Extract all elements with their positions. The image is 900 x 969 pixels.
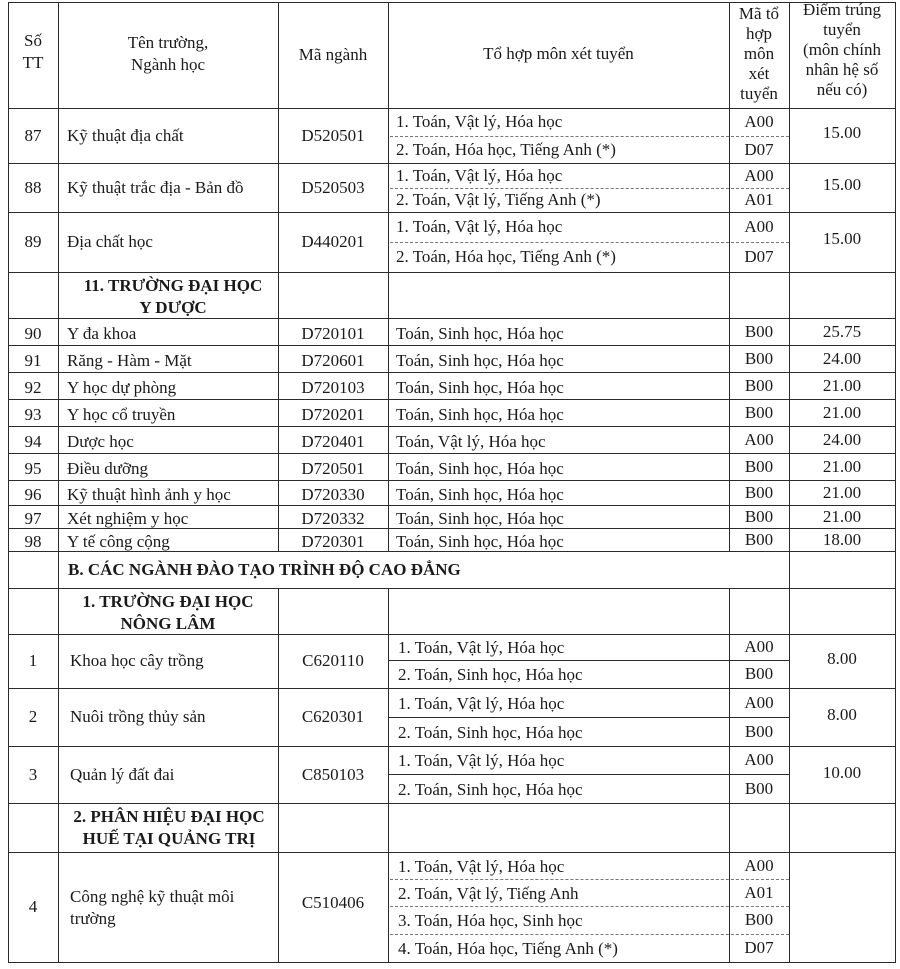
grid-line-v	[895, 426, 896, 454]
row-stt: 1	[28, 651, 38, 670]
grid-line-v	[58, 345, 59, 373]
row-combo-code: A00	[744, 217, 774, 236]
grid-line-v	[729, 588, 730, 635]
grid-line-v	[895, 108, 896, 164]
row-score: 25.75	[822, 322, 862, 341]
grid-line-v	[895, 551, 896, 589]
row-combo: 2. Toán, Sinh học, Hóa học	[398, 665, 583, 684]
row-code: D720301	[301, 532, 365, 551]
section-title: B. CÁC NGÀNH ĐÀO TẠO TRÌNH ĐỘ CAO ĐẲNG	[68, 560, 461, 579]
row-combo-code: B00	[744, 376, 774, 395]
grid-line-v	[895, 212, 896, 273]
dashed-divider	[390, 242, 729, 243]
grid-line-v	[895, 505, 896, 529]
row-stt: 90	[24, 324, 42, 343]
row-code: D720501	[301, 459, 365, 478]
grid-line-v	[895, 453, 896, 481]
row-score: 21.00	[822, 507, 862, 526]
grid-line-v	[789, 852, 790, 963]
row-code: C620301	[301, 707, 365, 726]
row-name: Y đa khoa	[67, 324, 137, 343]
row-combo: 2. Toán, Vật lý, Tiếng Anh (*)	[396, 190, 601, 209]
row-combo: 3. Toán, Hóa học, Sinh học	[398, 911, 583, 930]
row-combo-code: D07	[744, 140, 774, 159]
row-combo-code: A00	[744, 112, 774, 131]
row-name: Kỹ thuật hình ảnh y học	[67, 485, 231, 504]
row-combo: Toán, Sinh học, Hóa học	[396, 378, 564, 397]
row-stt: 91	[24, 351, 42, 370]
grid-line-h	[8, 2, 896, 3]
grid-line-v	[8, 272, 9, 319]
grid-line-v	[895, 688, 896, 747]
grid-line-h	[8, 426, 896, 427]
row-code: D720201	[301, 405, 365, 424]
grid-line-v	[895, 634, 896, 689]
grid-line-v	[58, 505, 59, 529]
grid-line-h	[388, 660, 790, 661]
row-combo: Toán, Sinh học, Hóa học	[396, 459, 564, 478]
row-stt: 92	[24, 378, 42, 397]
grid-line-v	[388, 852, 389, 963]
row-code: C620110	[302, 651, 364, 670]
grid-line-v	[58, 212, 59, 273]
grid-line-v	[8, 588, 9, 635]
grid-line-h	[8, 688, 896, 689]
grid-line-h	[388, 774, 790, 775]
row-code: D520501	[301, 126, 365, 145]
grid-line-v	[388, 480, 389, 506]
row-name: Địa chất học	[67, 232, 153, 251]
row-combo-code: A01	[744, 883, 774, 902]
grid-line-v	[895, 2, 896, 109]
row-combo-code: A00	[744, 693, 774, 712]
row-score: 24.00	[822, 349, 862, 368]
row-combo: 1. Toán, Vật lý, Hóa học	[398, 751, 565, 770]
row-code: D520503	[301, 178, 365, 197]
grid-line-v	[58, 634, 59, 689]
dashed-divider	[390, 136, 729, 137]
row-name: Kỹ thuật trắc địa - Bản đồ	[67, 178, 244, 197]
grid-line-v	[58, 480, 59, 506]
row-combo-code: B00	[744, 779, 774, 798]
row-combo: Toán, Sinh học, Hóa học	[396, 509, 564, 528]
row-combo-code: B00	[744, 457, 774, 476]
grid-line-v	[58, 108, 59, 164]
row-name: Y tế công cộng	[67, 532, 170, 551]
row-name: Điều dưỡng	[67, 459, 148, 478]
row-combo-code: B00	[744, 483, 774, 502]
row-code: D720601	[301, 351, 365, 370]
row-score: 15.00	[822, 123, 862, 142]
row-stt: 88	[24, 178, 42, 197]
row-score: 24.00	[822, 430, 862, 449]
grid-line-v	[388, 746, 389, 804]
grid-line-v	[58, 426, 59, 454]
grid-line-v	[895, 746, 896, 804]
grid-line-v	[388, 528, 389, 552]
row-combo-code: B00	[744, 530, 774, 549]
grid-line-h	[8, 372, 896, 373]
grid-line-v	[58, 852, 59, 963]
dashed-divider	[731, 188, 789, 189]
grid-line-h	[8, 480, 896, 481]
grid-line-v	[895, 852, 896, 963]
row-score: 18.00	[822, 530, 862, 549]
grid-line-h	[8, 746, 896, 747]
grid-line-v	[388, 272, 389, 319]
grid-line-h	[8, 588, 896, 589]
header-combo-code: Mã tổ hợp môn xét tuyển	[738, 4, 780, 103]
row-stt: 2	[28, 707, 38, 726]
row-combo: 1. Toán, Vật lý, Hóa học	[398, 638, 565, 657]
row-name: Nuôi trồng thủy sản	[70, 707, 206, 726]
row-stt: 3	[28, 765, 38, 784]
grid-line-h	[8, 803, 896, 804]
grid-line-v	[388, 318, 389, 346]
row-code: D720330	[301, 485, 365, 504]
grid-line-h	[8, 453, 896, 454]
row-combo-code: B00	[744, 507, 774, 526]
row-combo-code: A00	[744, 750, 774, 769]
row-score: 8.00	[827, 649, 857, 668]
row-combo: 2. Toán, Sinh học, Hóa học	[398, 780, 583, 799]
row-stt: 4	[28, 897, 38, 916]
row-code: D720332	[301, 509, 365, 528]
grid-line-v	[388, 372, 389, 400]
grid-line-h	[8, 163, 896, 164]
row-combo: 1. Toán, Vật lý, Hóa học	[396, 112, 563, 131]
row-name: Răng - Hàm - Mặt	[67, 351, 192, 370]
row-code: D720103	[301, 378, 365, 397]
row-combo: 1. Toán, Vật lý, Hóa học	[398, 694, 565, 713]
grid-line-h	[8, 505, 896, 506]
row-combo: Toán, Sinh học, Hóa học	[396, 351, 564, 370]
row-combo: 2. Toán, Hóa học, Tiếng Anh (*)	[396, 140, 616, 159]
row-combo-code: D07	[744, 938, 774, 957]
row-name: Y học dự phòng	[67, 378, 177, 397]
row-score: 15.00	[822, 229, 862, 248]
row-combo-code: B00	[744, 322, 774, 341]
grid-line-v	[58, 688, 59, 747]
grid-line-v	[8, 803, 9, 853]
grid-line-v	[789, 551, 790, 589]
header-score: Điểm trúng tuyển (môn chính nhân hệ số nếu có)	[803, 0, 881, 99]
row-stt: 95	[24, 459, 42, 478]
row-score: 21.00	[822, 376, 862, 395]
dashed-divider	[731, 136, 789, 137]
grid-line-v	[388, 634, 389, 689]
grid-line-v	[388, 453, 389, 481]
row-stt: 93	[24, 405, 42, 424]
row-combo-code: D07	[744, 247, 774, 266]
header-name: Tên trường, Ngành học	[127, 33, 209, 74]
grid-line-h	[8, 108, 896, 109]
grid-line-v	[895, 528, 896, 552]
row-code: D720101	[301, 324, 365, 343]
row-name: Khoa học cây trồng	[70, 651, 204, 670]
grid-line-v	[388, 426, 389, 454]
row-combo: Toán, Sinh học, Hóa học	[396, 532, 564, 551]
grid-line-v	[278, 588, 279, 635]
grid-line-v	[729, 272, 730, 319]
row-combo-code: B00	[744, 722, 774, 741]
row-stt: 94	[24, 432, 42, 451]
row-combo: 2. Toán, Sinh học, Hóa học	[398, 723, 583, 742]
row-stt: 87	[24, 126, 42, 145]
row-combo-code: B00	[744, 664, 774, 683]
row-combo-code: B00	[744, 349, 774, 368]
dashed-divider	[390, 934, 789, 935]
row-stt: 98	[24, 532, 42, 551]
row-combo-code: A00	[744, 856, 774, 875]
section-title: 11. TRƯỜNG ĐẠI HỌC Y DƯỢC	[83, 276, 263, 317]
grid-line-v	[895, 372, 896, 400]
row-combo: 4. Toán, Hóa học, Tiếng Anh (*)	[398, 939, 618, 958]
row-combo: 2. Toán, Hóa học, Tiếng Anh (*)	[396, 247, 616, 266]
grid-line-v	[388, 212, 389, 273]
row-combo: 1. Toán, Vật lý, Hóa học	[396, 166, 563, 185]
grid-line-v	[388, 803, 389, 853]
row-score: 21.00	[822, 457, 862, 476]
grid-line-v	[895, 272, 896, 319]
grid-line-v	[388, 505, 389, 529]
grid-line-v	[895, 588, 896, 635]
grid-line-v	[8, 551, 9, 589]
row-score: 21.00	[822, 483, 862, 502]
grid-line-v	[388, 163, 389, 213]
row-combo-code: B00	[744, 910, 774, 929]
row-code: C510406	[301, 893, 365, 912]
row-combo: Toán, Sinh học, Hóa học	[396, 405, 564, 424]
row-combo-code: A00	[744, 430, 774, 449]
grid-line-h	[388, 717, 790, 718]
row-score: 10.00	[822, 763, 862, 782]
section-title: 2. PHÂN HIỆU ĐẠI HỌC HUẾ TẠI QUẢNG TRỊ	[73, 807, 265, 848]
row-score: 8.00	[827, 705, 857, 724]
grid-line-v	[895, 480, 896, 506]
row-name: Dược học	[67, 432, 134, 451]
row-code: D440201	[301, 232, 365, 251]
row-score: 21.00	[822, 403, 862, 422]
grid-line-v	[58, 372, 59, 400]
grid-line-v	[895, 163, 896, 213]
row-score: 15.00	[822, 175, 862, 194]
row-combo-code: B00	[744, 403, 774, 422]
grid-line-v	[789, 588, 790, 635]
grid-line-v	[58, 746, 59, 804]
row-combo: 1. Toán, Vật lý, Hóa học	[398, 857, 565, 876]
row-combo: Toán, Vật lý, Hóa học	[396, 432, 546, 451]
grid-line-v	[388, 345, 389, 373]
row-name: Xét nghiệm y học	[67, 509, 189, 528]
grid-line-h	[8, 399, 896, 400]
grid-line-v	[895, 803, 896, 853]
header-stt: Số TT	[22, 31, 44, 72]
grid-line-v	[895, 345, 896, 373]
row-combo: Toán, Sinh học, Hóa học	[396, 324, 564, 343]
dashed-divider	[390, 906, 789, 907]
row-name: Y học cổ truyền	[67, 405, 176, 424]
grid-line-v	[895, 318, 896, 346]
dashed-divider	[731, 242, 789, 243]
grid-line-v	[895, 399, 896, 427]
row-combo: Toán, Sinh học, Hóa học	[396, 485, 564, 504]
grid-line-v	[388, 108, 389, 164]
grid-line-v	[58, 318, 59, 346]
grid-line-v	[729, 803, 730, 853]
section-title: 1. TRƯỜNG ĐẠI HỌC NÔNG LÂM	[82, 592, 254, 633]
grid-line-v	[58, 399, 59, 427]
grid-line-v	[388, 399, 389, 427]
grid-line-v	[58, 528, 59, 552]
row-stt: 89	[24, 232, 42, 251]
row-combo: 2. Toán, Vật lý, Tiếng Anh	[398, 884, 579, 903]
row-combo-code: A00	[744, 166, 774, 185]
grid-line-h	[8, 212, 896, 213]
grid-line-h	[8, 962, 896, 963]
row-name: Quản lý đất đai	[70, 765, 175, 784]
row-name: Công nghệ kỹ thuật môi trường	[70, 887, 235, 928]
dashed-divider	[390, 879, 789, 880]
grid-line-v	[789, 272, 790, 319]
grid-line-h	[8, 272, 896, 273]
header-combo: Tổ hợp môn xét tuyển	[483, 44, 634, 63]
row-combo-code: A00	[744, 637, 774, 656]
grid-line-v	[789, 803, 790, 853]
grid-line-h	[8, 345, 896, 346]
grid-line-v	[58, 453, 59, 481]
row-code: C850103	[301, 765, 365, 784]
row-name: Kỹ thuật địa chất	[67, 126, 184, 145]
grid-line-v	[58, 163, 59, 213]
row-stt: 96	[24, 485, 42, 504]
row-stt: 97	[24, 509, 42, 528]
row-code: D720401	[301, 432, 365, 451]
row-combo: 1. Toán, Vật lý, Hóa học	[396, 217, 563, 236]
grid-line-h	[8, 852, 896, 853]
header-code: Mã ngành	[298, 45, 368, 64]
grid-line-v	[388, 588, 389, 635]
grid-line-v	[58, 551, 59, 589]
dashed-divider	[390, 188, 729, 189]
row-combo-code: A01	[744, 190, 774, 209]
